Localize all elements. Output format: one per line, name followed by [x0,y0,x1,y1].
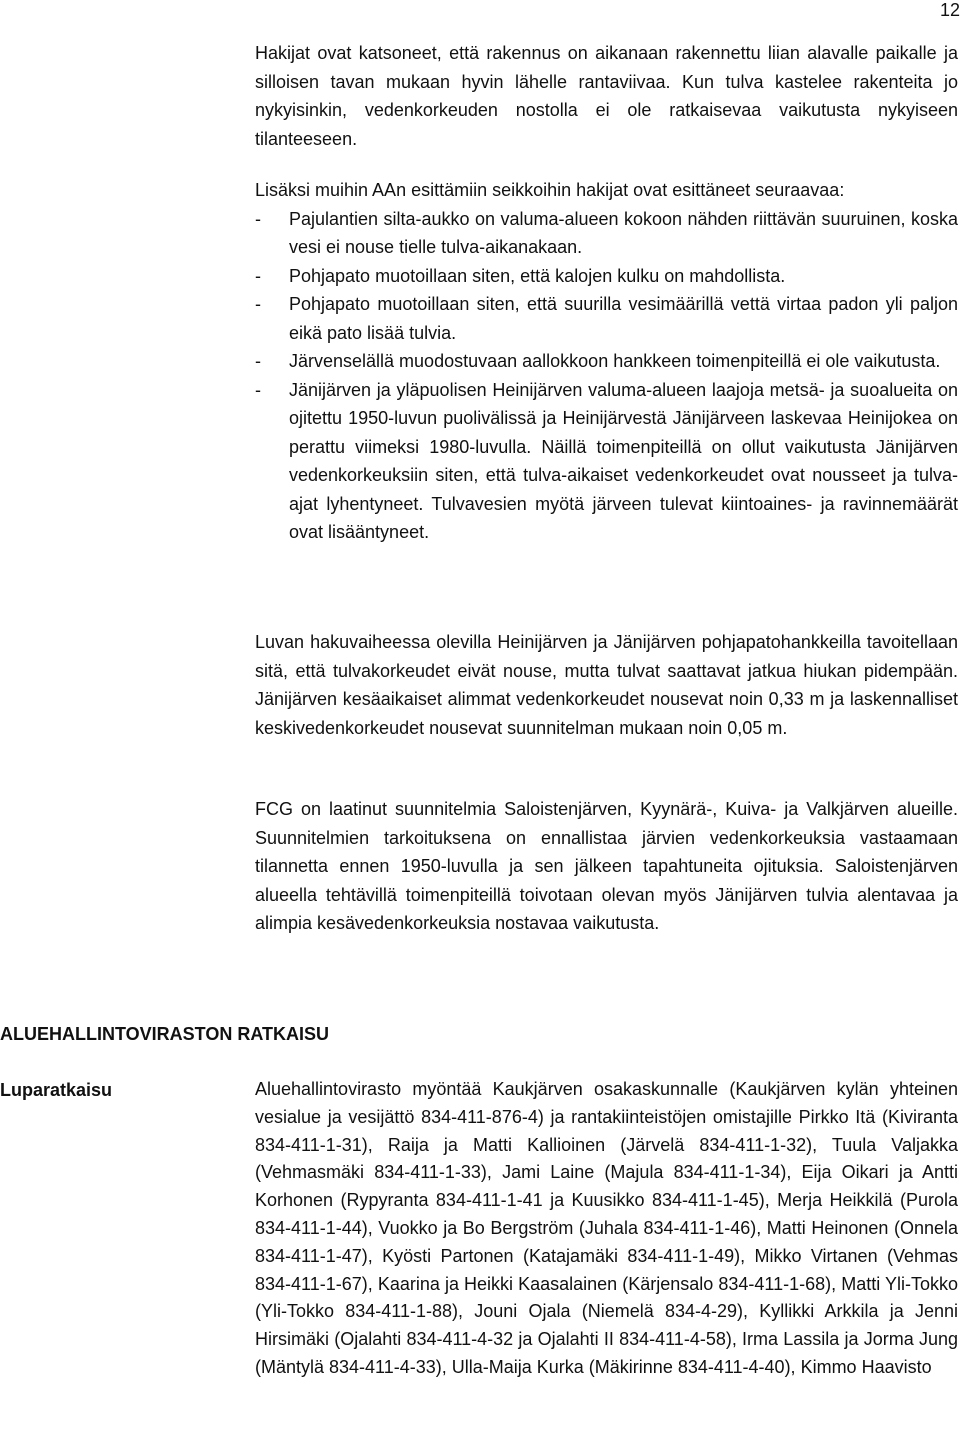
list-item-text: Pohjapato muotoillaan siten, että kalojen kulku on mahdollista. [289,265,786,286]
responses-list [255,205,958,547]
list-dash: - [255,351,261,371]
paragraph-bottom-dam-projects: Luvan hakuvaiheessa olevilla Heinijärven ja Jänijärven pohjapatohankkeilla tavoitellaan sitä, että tulvakorkeudet eivät nouse, mutta tulvat saattavat jatkua hiukan pidempään. Jänijärven kesäaikaiset alimmat vedenkorkeudet nousevat noin 0,33 m ja laskennalliset keskivedenkorkeudet nousevat suunnitelman mukaan noin 0,05 m. [255,632,958,738]
list-dash: - [255,265,261,286]
list-item [255,347,958,376]
list-dash: - [255,294,261,314]
section-heading: ALUEHALLINTOVIRASTON RATKAISU [0,1024,330,1044]
list-item-text: Järvenselällä muodostuvaan aallokkoon hankkeen toimenpiteillä ei ole vaikutusta. [289,351,941,371]
list-item-text: Pajulantien silta-aukko on valuma-alueen kokoon nähden riittävän suuruinen, koska vesi ei nouse tielle tulva-aikanakaan. [289,208,958,257]
list-dash: - [255,208,261,229]
applicant-responses [255,176,958,547]
list-item [255,290,958,347]
list-item-text: Pohjapato muotoillaan siten, että suurilla vesimäärillä vettä virtaa padon yli paljon eikä pato lisää tulvia. [289,294,958,343]
paragraph-building-location: Hakijat ovat katsoneet, että rakennus on aikanaan rakennettu liian alavalle paikalle ja silloisen tavan mukaan hyvin lähelle rantaviivaa. Kun tulva kastelee rakenteita jo nykyisinkin, vedenkorkeuden nostolla ei ole ratkaisevaa vaikutusta nykyiseen tilanteeseen. [255,43,958,149]
paragraph-fcg-plans: FCG on laatinut suunnitelmia Saloistenjärven, Kyynärä-, Kuiva- ja Valkjärven alueille. Suunnitelmien tarkoituksena on ennallistaa järvien vedenkorkeuksia vastaamaan tilannetta ennen 1950-luvulla ja sen jälkeen tapahtuneita ojituksia. Saloistenjärven alueella tehtävillä toimenpiteillä toivotaan olevan myös Jänijärven tulvia alentavaa ja alimpia kesävedenkorkeuksia nostavaa vaikutusta. [255,799,958,933]
list-item [255,262,958,291]
list-item [255,376,958,547]
list-item-text: Jänijärven ja yläpuolisen Heinijärven valuma-alueen laajoja metsä- ja suoalueita on ojitettu 1950-luvun puolivälissä ja Heinijärvestä Jänijärveen laskevaa Heinijokea on perattu viimeksi 1980-luvulla. Näillä toimenpiteillä on ollut vaikutusta Jänijärven vedenkorkeuksiin siten, että tulva-aikaiset vedenkorkeudet ovat nousseet ja tulva-ajat lyhentyneet. Tulvavesien myötä järveen tulevat kiintoaines- ja ravinnemäärät ovat lisääntyneet. [289,379,958,542]
list-item [255,205,958,262]
decision-label: Luparatkaisu [0,1080,113,1100]
list-dash: - [255,379,261,400]
decision-text: Aluehallintovirasto myöntää Kaukjärven osakaskunnalle (Kaukjärven kylän yhteinen vesialue ja vesijättö 834-411-876-4) ja rantakiinteistöjen omistajille Pirkko Itä (Kiviranta 834-411-1-31), Raija ja Matti Kallioinen (Järvelä 834-411-1-32), Tuula Valjakka (Vehmasmäki 834-411-1-33), Jami Laine (Majula 834-411-1-34), Eija Oikari ja Antti Korhonen (Rypyranta 834-411-1-41 ja Kuusikko 834-411-1-45), Merja Heikkilä (Purola 834-411-1-44), Vuokko ja Bo Bergström (Juhala 834-411-1-46), Matti Heinonen (Onnela 834-411-1-47), Kyösti Partonen (Katajamäki 834-411-1-49), Mikko Virtanen (Vehmas 834-411-1-67), Kaarina ja Heikki Kaasalainen (Kärjensalo 834-411-1-68), Matti Yli-Tokko (Yli-Tokko 834-411-1-88), Jouni Ojala (Niemelä 834-4-29), Kyllikki Arkkila ja Jenni Hirsimäki (Ojalahti 834-411-4-32 ja Ojalahti II 834-411-4-58), Irma Lassila ja Jorma Jung (Mäntylä 834-411-4-33), Ulla-Maija Kurka (Mäkirinne 834-411-4-40), Kimmo Haavisto [255,1079,958,1377]
responses-intro: Lisäksi muihin AAn esittämiin seikkoihin hakijat ovat esittäneet seuraavaa: [255,180,845,200]
page-number: 12 [939,0,960,20]
